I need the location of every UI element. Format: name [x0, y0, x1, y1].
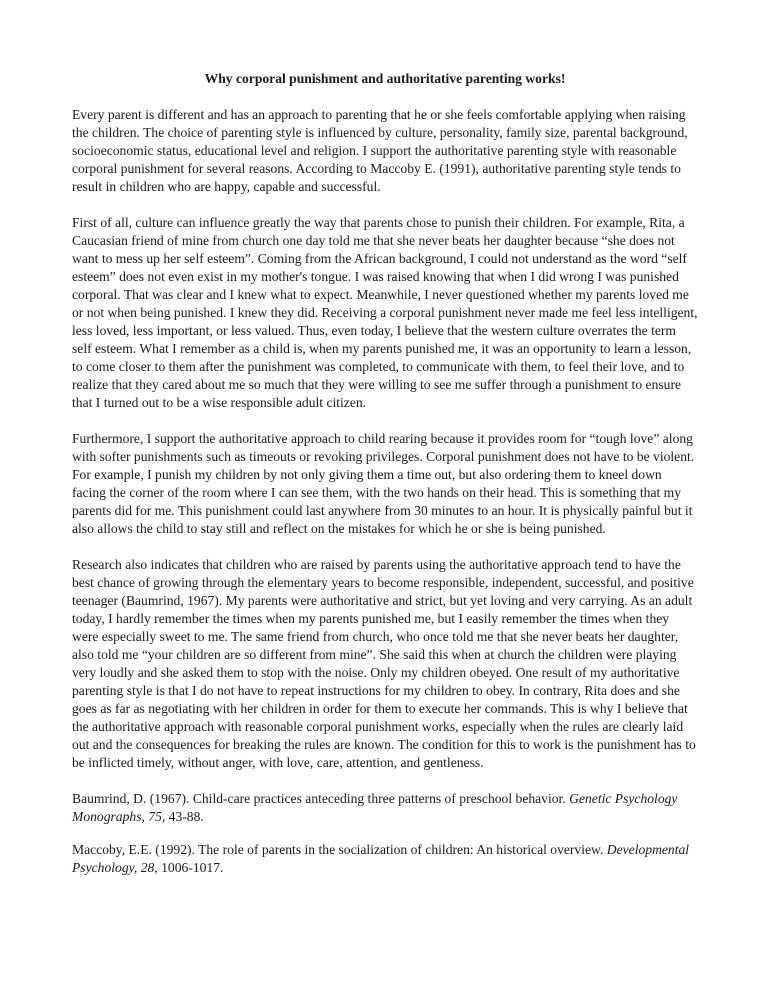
paragraph-introduction: Every parent is different and has an approach to parenting that he or she feels comfortable applying when raising the children. The choice of parenting style is influenced by culture, personality, family size, parental background, socioeconomic status, educational level and religion. I support the authoritative parenting style with reasonable corporal punishment for several reasons. According to Maccoby E. (1991), authoritative parenting style tends to result in children who are happy, capable and successful. — [72, 107, 688, 194]
reference-text: Baumrind, D. (1967). Child-care practices anteceding three patterns of preschool behavior. — [72, 791, 570, 806]
reference-baumrind — [72, 790, 698, 826]
reference-text: Maccoby, E.E. (1992). The role of parents in the socialization of children: An historical overview. — [72, 842, 607, 857]
reference-journal: Genetic Psychology Monographs, 75, — [72, 791, 678, 824]
paragraph-research: Research also indicates that children who are raised by parents using the authoritative approach tend to have the best chance of growing through the elementary years to become responsible, independent, successful, and positive teenager (Baumrind, 1967). My parents were authoritative and strict, but yet loving and very carrying. As an adult today, I hardly remember the times when my parents punished me, but I easily remember the times when they were especially sweet to me. The same friend from church, who once told me that she never beats her daughter, also told me “your children are so different from mine”. She said this when at church the children were playing very loudly and she asked them to stop with the noise. Only my children obeyed. One result of my authoritative parenting style is that I do not have to repeat instructions for my children to obey. In contrary, Rita does and she goes as far as negotiating with her children in order for them to execute her commands. This is why I believe that the authoritative approach with reasonable corporal punishment works, especially when the rules are clearly laid out and the consequences for breaking the rules are known. The condition for this to work is the punishment has to be inflicted timely, without anger, with love, care, attention, and gentleness. — [72, 557, 696, 770]
reference-journal: Developmental Psychology, 28, — [72, 842, 690, 875]
paragraph-tough-love: Furthermore, I support the authoritative approach to child rearing because it provides room for “tough love” along with softer punishments such as timeouts or revoking privileges. Corporal punishment does not have to be violent. For example, I punish my children by not only giving them a time out, but also ordering them to kneel down facing the corner of the room where I can see them, with the two hands on their head. This is something that my parents did for me. This punishment could last anywhere from 30 minutes to an hour. It is physically painful but it also allows the child to stay still and reflect on the mistakes for which he or she is being punished. — [72, 431, 695, 536]
paragraph-culture: First of all, culture can influence greatly the way that parents chose to punish their children. For example, Rita, a Caucasian friend of mine from church one day told me that she never beats her daughter because “she does not want to mess up her self esteem”. Coming from the African background, I could not understand as the word “self esteem” does not even exist in my mother's tongue. I was raised knowing that when I did wrong I was punished corporal. That was clear and I knew what to expect. Meanwhile, I never questioned whether my parents loved me or not when being punished. I knew they did. Receiving a corporal punishment never made me feel less intelligent, less loved, less important, or less valued. Thus, even today, I believe that the western culture overrates the term self esteem. What I remember as a child is, when my parents punished me, it was an opportunity to learn a lesson, to come closer to them after the punishment was completed, to communicate with them, to feel their love, and to realize that they cared about me so much that they were willing to see me suffer through a punishment to ensure that I turned out to be a wise responsible adult citizen. — [72, 215, 698, 410]
reference-pages: 43-88. — [165, 809, 204, 824]
document-title: Why corporal punishment and authoritative parenting works! — [204, 71, 566, 86]
document-page — [72, 70, 698, 892]
reference-pages: 1006-1017. — [157, 860, 224, 875]
reference-maccoby — [72, 841, 698, 877]
